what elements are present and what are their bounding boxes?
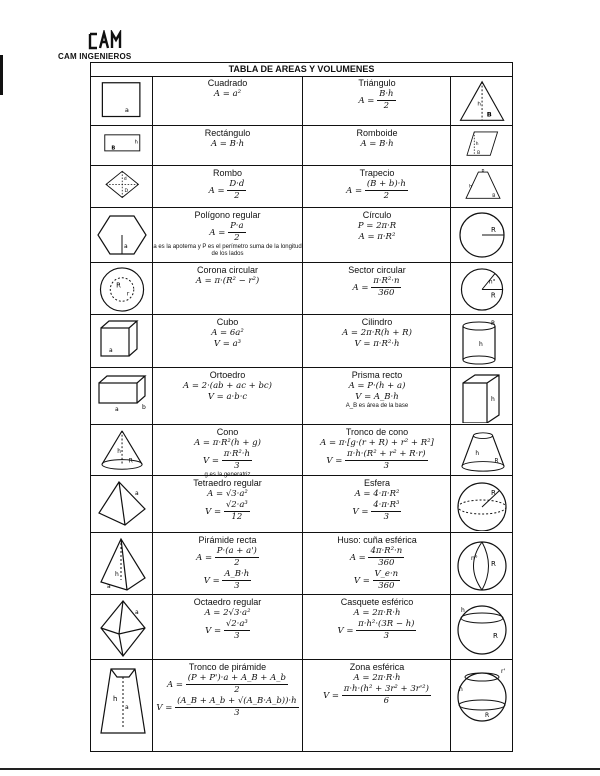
- formula: [303, 89, 451, 112]
- shape-name: Sector circular: [348, 265, 406, 275]
- shape-name: Esfera: [363, 478, 390, 488]
- fraction: [368, 546, 404, 569]
- fraction-numerator: (A_B + A_b + √(A_B·A_b))·h: [177, 696, 297, 706]
- table-row: [91, 425, 512, 476]
- right-shape-formulas: [303, 427, 451, 472]
- right-shape-formulas: [303, 210, 451, 243]
- formula: A = 2·(ab + ac + bc): [183, 381, 272, 391]
- fraction-numerator: V_e·n: [374, 569, 399, 579]
- fraction-numerator: P·(a + a'): [216, 546, 257, 556]
- fraction-denominator: 3: [234, 461, 240, 471]
- shape-name: Huso: cuña esférica: [337, 535, 417, 545]
- formula-note: g es la generatriz: [204, 472, 251, 478]
- fraction: [365, 179, 408, 202]
- fraction-numerator: √2·a³: [225, 619, 248, 629]
- fraction: [342, 684, 431, 707]
- svg-text:R: R: [116, 281, 121, 290]
- svg-text:R: R: [491, 226, 496, 234]
- hexagon-icon: [95, 211, 151, 261]
- formula: [303, 569, 451, 592]
- shape-figure-cell: [450, 263, 512, 314]
- formula: A = B·h: [210, 139, 245, 149]
- annulus-icon: [95, 266, 151, 313]
- table-row: [91, 533, 512, 595]
- svg-text:a: a: [109, 347, 113, 354]
- formula: [153, 619, 302, 642]
- svg-text:R: R: [491, 489, 496, 497]
- shape-figure-cell: [450, 476, 512, 532]
- shape-name: Círculo: [362, 210, 392, 220]
- tetrahedron-icon: [95, 479, 151, 531]
- right-shape-formulas: [303, 317, 451, 350]
- shape-figure-cell: [91, 595, 153, 659]
- formula: A = π·[g·(r + R) + r² + R²]: [320, 438, 434, 448]
- formula-note: a es la apotema y P es el perímetro suma de la longitud de los lados: [153, 244, 302, 257]
- fraction-numerator: 4π·R²·n: [370, 546, 403, 556]
- formula-lhs: A =: [209, 228, 226, 238]
- svg-text:h: h: [459, 686, 463, 693]
- triangle-icon: [455, 79, 511, 124]
- shape-name: Octaedro regular: [193, 597, 262, 607]
- formula: [303, 684, 451, 707]
- trapezoid-icon: [455, 169, 511, 206]
- formula: [153, 449, 302, 472]
- fraction-numerator: D·d: [229, 179, 245, 189]
- left-shape-formulas: [153, 265, 302, 287]
- svg-text:B: B: [486, 110, 492, 119]
- right-shape-formulas: [303, 597, 451, 642]
- fraction: [345, 449, 428, 472]
- cube-icon: [95, 318, 151, 366]
- svg-text:a: a: [125, 704, 129, 711]
- svg-text:R: R: [491, 320, 496, 327]
- formula-lhs: V =: [353, 576, 370, 586]
- svg-text:b: b: [142, 404, 146, 411]
- fraction-denominator: 360: [378, 288, 395, 298]
- svg-text:B: B: [492, 193, 496, 199]
- shape-name: Trapecio: [359, 168, 395, 178]
- table-row: [91, 315, 512, 368]
- formula-lhs: V =: [205, 507, 222, 517]
- left-shape-formulas: [153, 597, 302, 642]
- fraction-denominator: 3: [383, 461, 390, 471]
- shape-name: Corona circular: [196, 265, 259, 275]
- fraction-numerator: A_B·h: [224, 569, 250, 579]
- shape-figure-cell: [91, 263, 153, 314]
- formula: [153, 696, 302, 719]
- svg-text:h: h: [117, 448, 121, 455]
- shape-name: Prisma recto: [351, 370, 403, 380]
- formula-lhs: A =: [358, 96, 375, 106]
- shape-name: Casquete esférico: [340, 597, 414, 607]
- formula: A = a²: [213, 89, 242, 99]
- formula-lhs: A =: [352, 283, 369, 293]
- fraction-denominator: 360: [378, 558, 395, 568]
- formula: [153, 569, 302, 592]
- svg-text:b: b: [481, 169, 485, 174]
- svg-text:n°: n°: [471, 555, 478, 562]
- shape-figure-cell: [450, 595, 512, 659]
- shape-name: Romboide: [356, 128, 398, 138]
- rhomboid-icon: [455, 129, 511, 164]
- svg-text:a: a: [135, 609, 139, 616]
- fraction: [373, 569, 401, 592]
- fraction-numerator: π·h·(R² + r² + R·r): [347, 449, 426, 459]
- scan-edge: [0, 55, 3, 95]
- page-bottom-edge: [0, 768, 600, 770]
- frustum-pyramid-icon: [95, 663, 151, 749]
- circle-icon: [455, 211, 511, 261]
- formula: [303, 276, 451, 299]
- shape-figure-cell: [91, 533, 153, 594]
- shape-figure-cell: [91, 126, 153, 165]
- fraction-denominator: 2: [234, 233, 240, 243]
- table-row: [91, 595, 512, 660]
- formula: A = 4·π·R²: [354, 489, 400, 499]
- shape-figure-cell: [91, 166, 153, 207]
- shape-figure-cell: [450, 533, 512, 594]
- right-shape-formulas: [303, 128, 451, 150]
- formula: [153, 500, 302, 523]
- shape-name: Polígono regular: [194, 210, 261, 220]
- shape-figure-cell: [91, 425, 153, 475]
- table-row: [91, 166, 512, 208]
- formula: V = A_B·h: [355, 392, 399, 402]
- svg-text:h: h: [477, 101, 481, 108]
- formula-lhs: V =: [323, 691, 340, 701]
- formula: [303, 179, 451, 202]
- formula: [303, 500, 451, 523]
- fraction: [222, 569, 251, 592]
- table-row: [91, 368, 512, 425]
- fraction: [228, 221, 246, 244]
- formula-lhs: V =: [337, 626, 354, 636]
- left-shape-formulas: [153, 168, 302, 202]
- svg-text:D: D: [124, 189, 129, 195]
- fraction-denominator: 6: [383, 696, 390, 706]
- frustum-cone-icon: [455, 428, 511, 474]
- svg-text:h: h: [461, 607, 465, 614]
- shape-figure-cell: [450, 76, 512, 125]
- formula-lhs: V =: [203, 576, 220, 586]
- fraction: [371, 500, 401, 523]
- left-shape-formulas: [153, 78, 302, 100]
- formula-lhs: V =: [352, 507, 369, 517]
- formula: V = a·b·c: [207, 392, 248, 402]
- svg-text:h: h: [479, 341, 483, 348]
- right-shape-formulas: [303, 78, 451, 112]
- formula-lhs: A =: [196, 553, 213, 563]
- fraction: [186, 673, 288, 696]
- fraction-numerator: 4·π·R³: [373, 500, 400, 510]
- shape-name: Cono: [216, 427, 239, 437]
- left-shape-formulas: [153, 478, 302, 523]
- spherical-cap-icon: [455, 598, 511, 658]
- rectangle-icon: [95, 129, 151, 164]
- formula-lhs: A =: [346, 186, 363, 196]
- formula: [303, 546, 451, 569]
- formula: A = π·R²: [358, 232, 396, 242]
- fraction-numerator: √2·a³: [225, 500, 248, 510]
- fraction-numerator: π·R²·n: [373, 276, 400, 286]
- shape-name: Pirámide recta: [198, 535, 257, 545]
- shape-name: Ortoedro: [209, 370, 246, 380]
- formula: A = 6a²: [211, 328, 244, 338]
- fraction: [227, 179, 246, 202]
- formula: A = P·(h + a): [348, 381, 406, 391]
- svg-text:h: h: [475, 142, 479, 148]
- formula: A = 2π·R·h: [353, 673, 401, 683]
- fraction: [371, 276, 401, 299]
- svg-text:h: h: [115, 571, 119, 578]
- shape-figure-cell: [450, 425, 512, 475]
- svg-text:h: h: [134, 139, 138, 146]
- right-shape-formulas: [303, 265, 451, 299]
- shape-name: Zona esférica: [349, 662, 405, 672]
- svg-text:R: R: [490, 291, 496, 300]
- company-logo: [58, 30, 153, 60]
- spherical-zone-icon: [455, 663, 511, 749]
- formula-lhs: V =: [156, 703, 173, 713]
- fraction-denominator: 2: [234, 558, 240, 568]
- formula: [153, 221, 302, 244]
- right-shape-formulas: [303, 168, 451, 202]
- shape-name: Cilindro: [361, 317, 393, 327]
- left-shape-formulas: [153, 370, 302, 403]
- fraction-denominator: 3: [383, 631, 390, 641]
- svg-text:n°: n°: [488, 279, 496, 286]
- shape-name: Cubo: [216, 317, 239, 327]
- fraction-denominator: 3: [383, 512, 390, 522]
- cone-icon: [95, 428, 151, 474]
- fraction-numerator: (P + P')·a + A_B + A_b: [187, 673, 286, 683]
- formula: A = 2π·R(h + R): [342, 328, 412, 338]
- right-shape-formulas: [303, 535, 451, 592]
- fraction-denominator: 3: [234, 708, 240, 718]
- right-shape-formulas: [303, 370, 451, 410]
- formula: A = 2π·R·h: [353, 608, 401, 618]
- formula: A = B·h: [360, 139, 394, 149]
- fraction-denominator: 2: [234, 191, 240, 201]
- shape-figure-cell: [91, 76, 153, 125]
- fraction-denominator: 360: [378, 581, 395, 591]
- formula: A = √3·a²: [207, 489, 248, 499]
- formula-lhs: V =: [326, 456, 343, 466]
- logo-text: CAM INGENIEROS: [58, 52, 132, 61]
- shape-figure-cell: [450, 660, 512, 751]
- formula: A = π·(R² − r²): [195, 276, 260, 286]
- right-shape-formulas: [303, 662, 451, 707]
- fraction-denominator: 3: [234, 581, 240, 591]
- rhombus-icon: [95, 169, 151, 206]
- formula-lhs: V =: [205, 626, 222, 636]
- shape-name: Tronco de cono: [345, 427, 409, 437]
- square-icon: [95, 79, 151, 124]
- formula: [303, 619, 451, 642]
- cylinder-icon: [455, 318, 511, 366]
- table-row: [91, 660, 512, 751]
- fraction-numerator: π·h·(h² + 3r² + 3r'²): [343, 684, 429, 694]
- svg-text:R: R: [494, 458, 499, 465]
- fraction: [356, 619, 416, 642]
- shape-figure-cell: [450, 166, 512, 207]
- fraction: [222, 449, 252, 472]
- svg-text:a: a: [107, 583, 111, 590]
- fraction-numerator: P·a: [230, 221, 244, 231]
- formula-lhs: A =: [167, 680, 184, 690]
- shape-name: Tetraedro regular: [193, 478, 262, 488]
- cuboid-icon: [95, 371, 151, 423]
- table-row: [91, 476, 512, 533]
- svg-text:a: a: [115, 406, 119, 413]
- left-shape-formulas: [153, 128, 302, 150]
- shape-figure-cell: [91, 208, 153, 262]
- shape-name: Rombo: [212, 168, 242, 178]
- shape-figure-cell: [91, 315, 153, 367]
- svg-text:a: a: [124, 105, 129, 114]
- left-shape-formulas: [153, 535, 302, 592]
- formula: A = π·R²(h + g): [194, 438, 261, 448]
- shape-figure-cell: [450, 315, 512, 367]
- formula-table: [90, 62, 513, 752]
- shape-figure-cell: [91, 660, 153, 751]
- shape-figure-cell: [91, 476, 153, 532]
- octahedron-icon: [95, 598, 151, 658]
- left-shape-formulas: [153, 427, 302, 479]
- svg-text:h: h: [469, 184, 473, 190]
- formula: [153, 673, 302, 696]
- svg-text:a: a: [124, 243, 128, 250]
- shape-name: Cuadrado: [207, 78, 248, 88]
- fraction: [175, 696, 299, 719]
- fraction: [215, 546, 259, 569]
- fraction: [224, 619, 250, 642]
- formula-lhs: A =: [208, 186, 225, 196]
- fraction: [377, 89, 395, 112]
- svg-text:r: r: [126, 291, 130, 298]
- svg-text:a: a: [135, 490, 139, 497]
- right-shape-formulas: [303, 478, 451, 523]
- table-row: [91, 76, 512, 126]
- pyramid-icon: [95, 536, 151, 593]
- shape-figure-cell: [450, 368, 512, 424]
- shape-name: Triángulo: [358, 78, 396, 88]
- shape-figure-cell: [91, 368, 153, 424]
- shape-figure-cell: [450, 126, 512, 165]
- fraction-denominator: 2: [383, 191, 390, 201]
- fraction-numerator: π·h²·(3R − h): [358, 619, 415, 629]
- svg-text:R: R: [128, 458, 133, 465]
- sphere-icon: [455, 479, 511, 531]
- svg-text:d: d: [123, 176, 127, 182]
- formula-lhs: A =: [349, 553, 366, 563]
- table-title: TABLA DE AREAS Y VOLUMENES: [91, 63, 512, 77]
- svg-text:R: R: [493, 632, 498, 640]
- table-row: [91, 126, 512, 166]
- formula-note: A_B es área de la base: [345, 403, 409, 409]
- fraction-denominator: 3: [234, 631, 240, 641]
- left-shape-formulas: [153, 662, 302, 719]
- svg-text:B: B: [477, 150, 481, 156]
- left-shape-formulas: [153, 317, 302, 350]
- formula: V = π·R²·h: [354, 339, 400, 349]
- fraction-denominator: 2: [234, 685, 240, 695]
- svg-text:B: B: [111, 145, 116, 152]
- svg-text:R: R: [485, 712, 490, 719]
- table-row: [91, 263, 512, 315]
- formula: V = a³: [213, 339, 242, 349]
- fraction-numerator: π·R²·h: [223, 449, 250, 459]
- svg-text:r': r': [501, 668, 506, 675]
- shape-figure-cell: [450, 208, 512, 262]
- shape-name: Tronco de pirámide: [188, 662, 267, 672]
- prism-icon: [455, 371, 511, 423]
- table-row: [91, 208, 512, 263]
- formula: [153, 179, 302, 202]
- svg-text:R: R: [491, 560, 496, 568]
- shape-name: Rectángulo: [204, 128, 251, 138]
- formula: [153, 546, 302, 569]
- fraction-numerator: (B + b)·h: [366, 179, 406, 189]
- formula: [303, 449, 451, 472]
- formula: A = 2√3·a²: [204, 608, 251, 618]
- svg-text:h: h: [113, 695, 118, 703]
- formula: P = 2π·R: [357, 221, 397, 231]
- fraction: [224, 500, 250, 523]
- fraction-numerator: B·h: [379, 89, 394, 99]
- spherical-wedge-icon: [455, 536, 511, 593]
- fraction-denominator: 12: [231, 512, 243, 522]
- svg-text:h: h: [491, 396, 495, 403]
- formula-lhs: V =: [203, 456, 219, 466]
- svg-text:h: h: [475, 450, 479, 457]
- fraction-denominator: 2: [383, 101, 390, 111]
- circular-sector-icon: [455, 266, 511, 313]
- left-shape-formulas: [153, 210, 302, 258]
